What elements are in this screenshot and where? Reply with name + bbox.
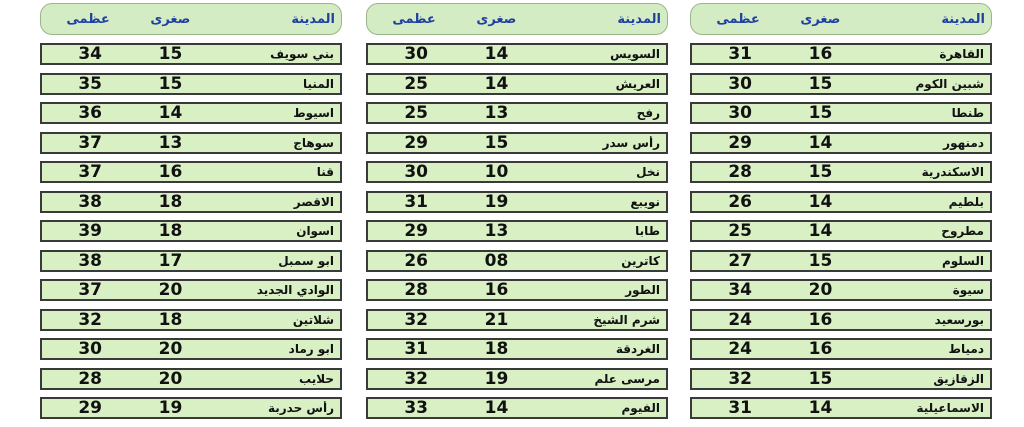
city-cell: شرم الشيخ [593,312,660,327]
table-row [366,368,668,390]
table-row [690,397,992,419]
table-rows [366,43,668,419]
weather-panel-1 [690,3,992,427]
min-temp-cell: 18 [484,339,509,359]
min-temp-cell: 18 [158,309,183,330]
header-max: عظمى [392,11,436,27]
min-temp-cell: 15 [158,44,183,64]
max-temp-cell: 29 [78,398,103,418]
table-row [40,250,342,272]
table-row [690,73,992,95]
min-temp-cell: 13 [158,132,183,153]
city-cell: الفيوم [621,401,660,415]
table-header [40,3,342,35]
table-row [690,279,992,301]
table-row [366,102,668,124]
table-row [690,161,992,183]
max-temp-cell: 25 [404,103,429,123]
min-temp-cell: 16 [808,339,833,359]
table-row [366,132,668,154]
max-temp-cell: 28 [78,368,103,389]
min-temp-cell: 14 [808,191,833,212]
max-temp-cell: 29 [728,132,753,153]
min-temp-cell: 15 [808,162,833,182]
max-temp-cell: 30 [404,162,429,182]
min-temp-cell: 16 [808,309,833,330]
city-cell: شبين الكوم [915,76,984,91]
max-temp-cell: 33 [404,398,429,418]
max-temp-cell: 30 [728,73,753,94]
max-temp-cell: 29 [404,221,429,241]
table-row [690,368,992,390]
max-temp-cell: 25 [404,73,429,94]
min-temp-cell: 20 [158,280,183,300]
min-temp-cell: 10 [484,162,509,182]
max-temp-cell: 29 [404,132,429,153]
city-cell: حلايب [299,371,334,386]
header-max: عظمى [716,11,760,27]
header-min: صغرى [150,11,191,27]
min-temp-cell: 15 [808,368,833,389]
table-row [40,279,342,301]
table-row [366,161,668,183]
max-temp-cell: 32 [404,368,429,389]
city-cell: شلاتين [292,312,334,327]
city-cell: رأس سدر [602,135,660,150]
max-temp-cell: 32 [78,309,103,330]
table-row [40,161,342,183]
min-temp-cell: 18 [158,191,183,212]
table-row [366,279,668,301]
table-row [366,309,668,331]
table-row [690,338,992,360]
max-temp-cell: 32 [728,368,753,389]
min-temp-cell: 13 [484,103,509,123]
max-temp-cell: 30 [404,44,429,64]
min-temp-cell: 21 [484,309,509,330]
header-min: صغرى [476,11,517,27]
table-row [690,309,992,331]
city-cell: الطور [625,283,660,297]
table-row [690,102,992,124]
table-row [366,250,668,272]
min-temp-cell: 14 [808,398,833,418]
city-cell: سوهاج [293,135,334,150]
weather-panel-3 [40,3,342,427]
max-temp-cell: 25 [728,221,753,241]
city-cell: دمنهور [943,135,984,150]
min-temp-cell: 17 [158,250,183,271]
city-cell: بني سويف [270,47,334,61]
city-cell: طنطا [951,106,984,120]
city-cell: الاقصر [293,194,334,209]
min-temp-cell: 15 [484,132,509,153]
max-temp-cell: 37 [78,162,103,182]
min-temp-cell: 14 [484,44,509,64]
header-min: صغرى [800,11,841,27]
city-cell: مطروح [941,224,984,238]
max-temp-cell: 37 [78,132,103,153]
min-temp-cell: 15 [808,103,833,123]
min-temp-cell: 14 [158,103,183,123]
header-city: المدينة [617,11,661,27]
min-temp-cell: 19 [484,191,509,212]
max-temp-cell: 26 [404,250,429,271]
min-temp-cell: 20 [808,280,833,300]
max-temp-cell: 35 [78,73,103,94]
max-temp-cell: 24 [728,339,753,359]
max-temp-cell: 31 [728,44,753,64]
min-temp-cell: 20 [158,339,183,359]
table-row [366,43,668,65]
min-temp-cell: 13 [484,221,509,241]
table-row [690,43,992,65]
city-cell: طابا [635,224,660,238]
table-row [40,43,342,65]
min-temp-cell: 14 [484,398,509,418]
min-temp-cell: 19 [484,368,509,389]
max-temp-cell: 28 [728,162,753,182]
max-temp-cell: 30 [78,339,103,359]
max-temp-cell: 36 [78,103,103,123]
table-row [40,132,342,154]
table-row [40,368,342,390]
city-cell: رفح [636,106,660,120]
city-cell: بلطيم [948,194,984,209]
min-temp-cell: 15 [158,73,183,94]
max-temp-cell: 24 [728,309,753,330]
table-row [690,220,992,242]
city-cell: اسوان [296,224,334,238]
city-cell: الزقازيق [933,371,984,386]
table-row [40,338,342,360]
min-temp-cell: 19 [158,398,183,418]
min-temp-cell: 14 [808,221,833,241]
min-temp-cell: 16 [158,162,183,182]
city-cell: كاترين [621,253,660,268]
table-row [40,102,342,124]
table-row [40,220,342,242]
max-temp-cell: 30 [728,103,753,123]
min-temp-cell: 15 [808,73,833,94]
table-header [690,3,992,35]
max-temp-cell: 32 [404,309,429,330]
max-temp-cell: 31 [404,191,429,212]
city-cell: نخل [636,165,660,179]
table-rows [40,43,342,419]
city-cell: القاهرة [939,47,984,61]
max-temp-cell: 34 [78,44,103,64]
table-row [690,191,992,213]
table-row [690,250,992,272]
max-temp-cell: 39 [78,221,103,241]
max-temp-cell: 31 [404,339,429,359]
weather-panel-2 [366,3,668,427]
header-max: عظمى [66,11,110,27]
table-row [366,220,668,242]
max-temp-cell: 31 [728,398,753,418]
city-cell: دمياط [948,342,984,356]
min-temp-cell: 08 [484,250,509,271]
city-cell: اسيوط [293,106,334,120]
city-cell: العريش [615,76,660,91]
table-row [690,132,992,154]
min-temp-cell: 18 [158,221,183,241]
city-cell: الوادي الجديد [256,283,334,297]
max-temp-cell: 28 [404,280,429,300]
city-cell: رأس حدربة [267,401,334,415]
city-cell: المنيا [303,76,334,91]
city-cell: ابو سمبل [278,253,334,268]
table-row [366,397,668,419]
city-cell: سيوة [952,283,984,297]
table-rows [690,43,992,419]
table-row [40,397,342,419]
header-city: المدينة [941,11,985,27]
min-temp-cell: 14 [808,132,833,153]
table-row [40,73,342,95]
city-cell: نويبع [630,194,660,209]
city-cell: الاسماعيلية [916,401,984,415]
max-temp-cell: 38 [78,191,103,212]
table-row [40,191,342,213]
min-temp-cell: 16 [808,44,833,64]
max-temp-cell: 26 [728,191,753,212]
table-row [366,338,668,360]
city-cell: الاسكندرية [921,165,984,179]
max-temp-cell: 27 [728,250,753,271]
max-temp-cell: 37 [78,280,103,300]
table-row [40,309,342,331]
city-cell: الغردقة [615,342,660,356]
header-city: المدينة [291,11,335,27]
min-temp-cell: 16 [484,280,509,300]
min-temp-cell: 15 [808,250,833,271]
city-cell: ابو رماد [288,342,334,356]
city-cell: قنا [316,165,334,179]
min-temp-cell: 14 [484,73,509,94]
max-temp-cell: 34 [728,280,753,300]
table-row [366,73,668,95]
table-row [366,191,668,213]
city-cell: مرسى علم [594,371,660,386]
min-temp-cell: 20 [158,368,183,389]
city-cell: السلوم [941,253,984,268]
city-cell: السويس [610,47,660,61]
city-cell: بورسعيد [934,312,984,327]
max-temp-cell: 38 [78,250,103,271]
table-header [366,3,668,35]
